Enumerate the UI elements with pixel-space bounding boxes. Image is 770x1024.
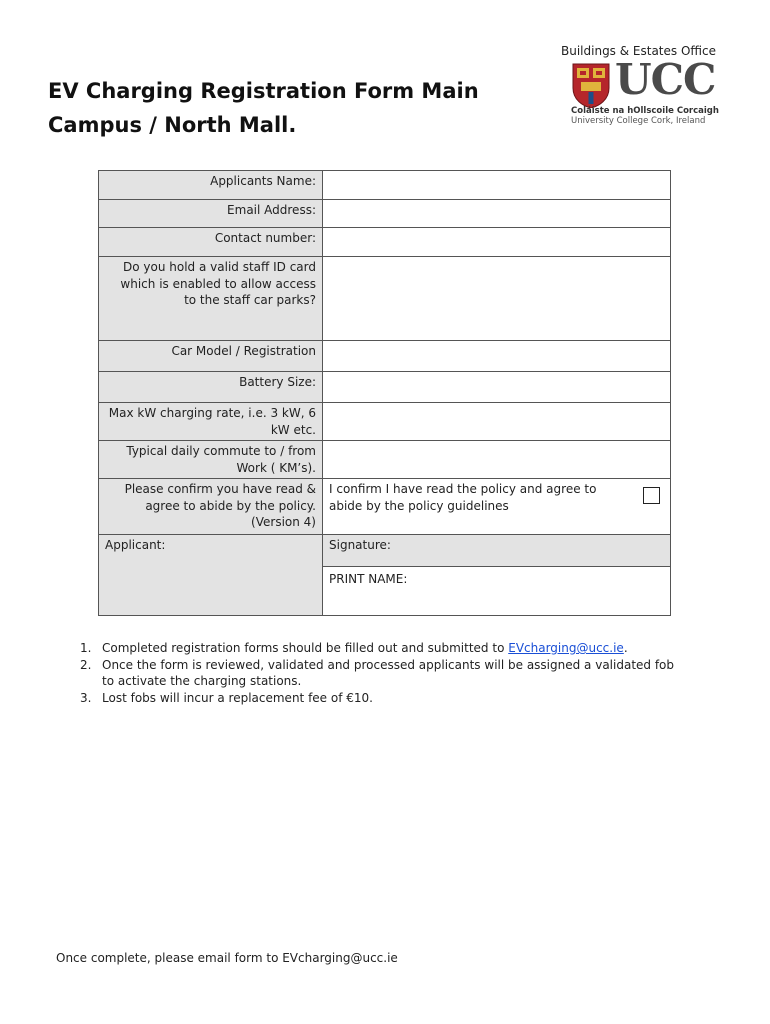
list-item bbox=[80, 690, 680, 707]
battery-size-label: Battery Size: bbox=[99, 372, 323, 403]
print-name-field[interactable]: PRINT NAME: bbox=[323, 567, 671, 616]
battery-size-field[interactable] bbox=[323, 372, 671, 403]
car-model-label: Car Model / Registration bbox=[99, 341, 323, 372]
applicant-name-field[interactable] bbox=[323, 171, 671, 200]
applicant-name-label: Applicants Name: bbox=[99, 171, 323, 200]
car-model-field[interactable] bbox=[323, 341, 671, 372]
page-title: EV Charging Registration Form Main Campus / North Mall. bbox=[48, 79, 479, 137]
contact-number-field[interactable] bbox=[323, 228, 671, 257]
staff-id-label: Do you hold a valid staff ID card which is enabled to allow access to the staff car parks? bbox=[99, 257, 323, 341]
footer-note: Once complete, please email form to EVcharging@ucc.ie bbox=[56, 951, 398, 965]
applicant-label: Applicant: bbox=[99, 535, 323, 616]
logo-irish-name: Coláiste na hOllscoile Corcaigh bbox=[571, 106, 719, 116]
charging-rate-field[interactable] bbox=[323, 403, 671, 441]
policy-checkbox[interactable] bbox=[643, 487, 660, 504]
ucc-logo bbox=[571, 55, 721, 126]
charging-rate-label: Max kW charging rate, i.e. 3 kW, 6 kW etc. bbox=[99, 403, 323, 441]
list-number: 2. bbox=[80, 657, 92, 672]
email-link[interactable]: EVcharging@ucc.ie bbox=[508, 641, 624, 655]
list-text: Completed registration forms should be filled out and submitted to EVcharging@ucc.ie. bbox=[102, 641, 628, 655]
commute-label: Typical daily commute to / from Work ( KM’s). bbox=[99, 441, 323, 479]
contact-number-label: Contact number: bbox=[99, 228, 323, 257]
office-name: Buildings & Estates Office bbox=[561, 44, 716, 58]
logo-english-name: University College Cork, Ireland bbox=[571, 116, 706, 126]
email-field[interactable] bbox=[323, 200, 671, 228]
list-item bbox=[80, 657, 680, 690]
signature-field[interactable]: Signature: bbox=[323, 535, 671, 567]
registration-form bbox=[98, 170, 671, 616]
policy-statement: I confirm I have read the policy and agree to abide by the policy guidelines bbox=[329, 482, 597, 513]
ucc-wordmark: UCC bbox=[615, 55, 716, 104]
list-number: 3. bbox=[80, 690, 92, 705]
crest-icon bbox=[571, 62, 611, 108]
email-label: Email Address: bbox=[99, 200, 323, 228]
list-item bbox=[80, 640, 680, 657]
list-number: 1. bbox=[80, 641, 92, 655]
policy-label: Please confirm you have read & agree to abide by the policy. (Version 4) bbox=[99, 479, 323, 535]
instructions-list bbox=[80, 640, 680, 706]
policy-confirm-cell bbox=[323, 479, 671, 535]
list-text: Once the form is reviewed, validated and processed applicants will be assigned a validated fob to activate the charging stations. bbox=[102, 657, 675, 688]
list-text: Lost fobs will incur a replacement fee of €10. bbox=[102, 690, 373, 705]
staff-id-field[interactable] bbox=[323, 257, 671, 341]
commute-field[interactable] bbox=[323, 441, 671, 479]
